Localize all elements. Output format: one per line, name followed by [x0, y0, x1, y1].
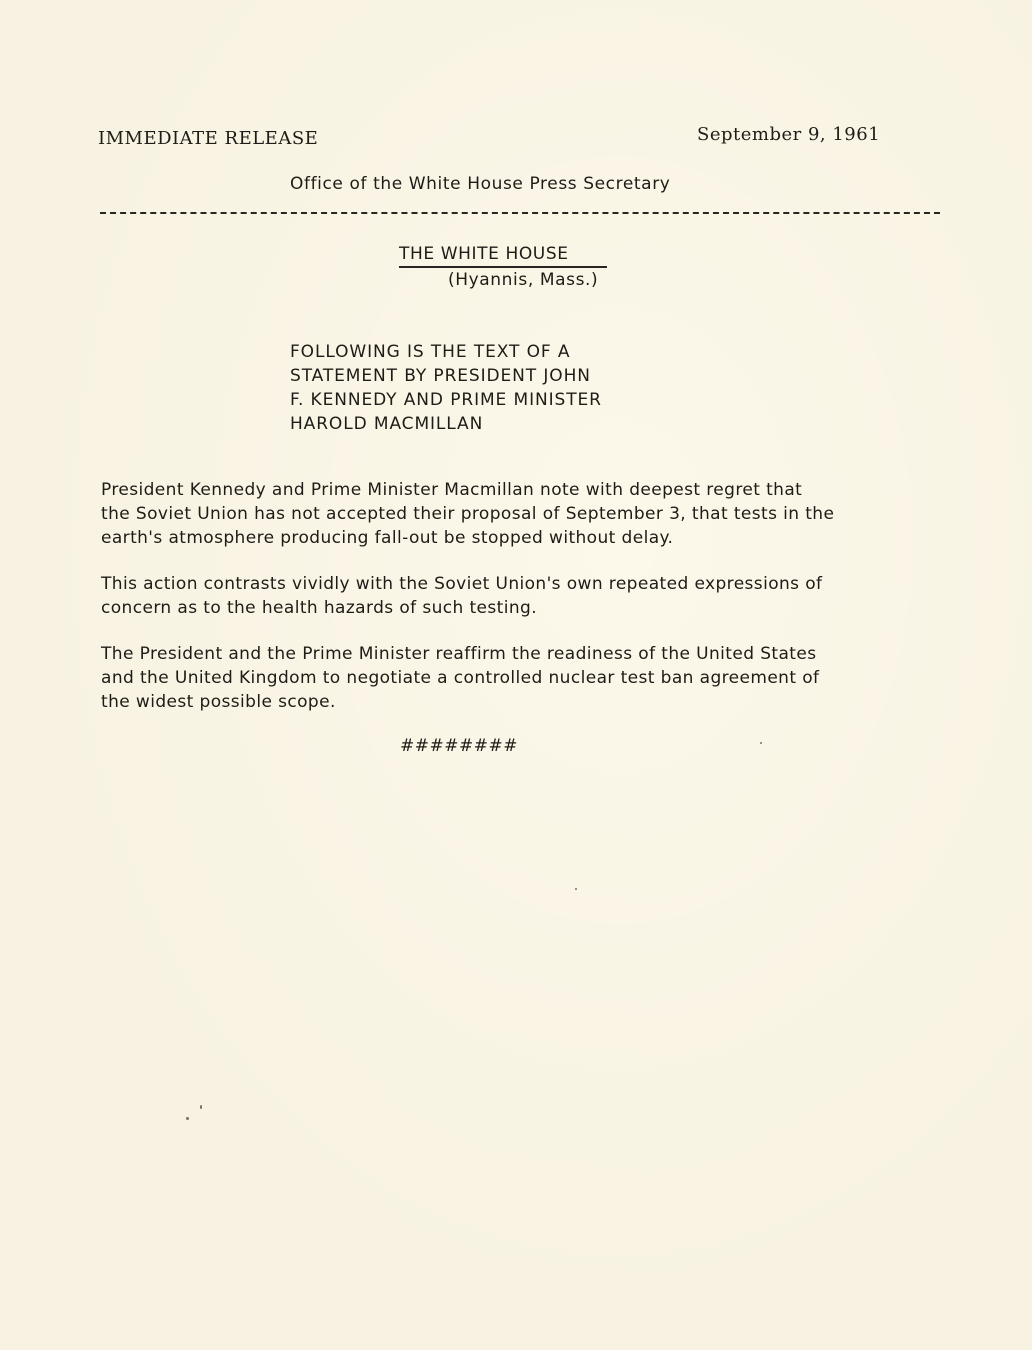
body-line: The President and the Prime Minister reaffirm the readiness of the United States [101, 644, 817, 664]
paper-speck [200, 1105, 202, 1109]
dashed-divider [100, 212, 940, 214]
office-line: Office of the White House Press Secretary [290, 174, 671, 194]
body-line: earth's atmosphere producing fall-out be stopped without delay. [101, 528, 674, 548]
body-line: the Soviet Union has not accepted their proposal of September 3, that tests in the [101, 504, 835, 524]
paper-speck [575, 888, 577, 890]
paper-speck [186, 1117, 189, 1120]
paper-speck [760, 742, 762, 744]
body-paragraph-2 [101, 572, 961, 620]
body-line: This action contrasts vividly with the Soviet Union's own repeated expressions of [101, 574, 823, 594]
location-place: (Hyannis, Mass.) [448, 270, 599, 290]
title-underline [399, 266, 607, 268]
statement-heading-line: F. KENNEDY AND PRIME MINISTER [290, 390, 602, 410]
end-of-release-mark: ######## [400, 736, 518, 756]
body-paragraph-1 [101, 478, 961, 550]
statement-heading [290, 340, 602, 436]
release-date: September 9, 1961 [697, 124, 881, 145]
location-title: THE WHITE HOUSE [399, 244, 569, 264]
body-paragraph-3 [101, 642, 961, 714]
body-line: the widest possible scope. [101, 692, 336, 712]
body-line: President Kennedy and Prime Minister Macmillan note with deepest regret that [101, 480, 803, 500]
body-line: concern as to the health hazards of such testing. [101, 598, 538, 618]
statement-heading-line: STATEMENT BY PRESIDENT JOHN [290, 366, 591, 386]
statement-heading-line: HAROLD MACMILLAN [290, 414, 484, 434]
body-line: and the United Kingdom to negotiate a controlled nuclear test ban agreement of [101, 668, 820, 688]
release-label: IMMEDIATE RELEASE [98, 128, 319, 149]
statement-heading-line: FOLLOWING IS THE TEXT OF A [290, 342, 571, 362]
